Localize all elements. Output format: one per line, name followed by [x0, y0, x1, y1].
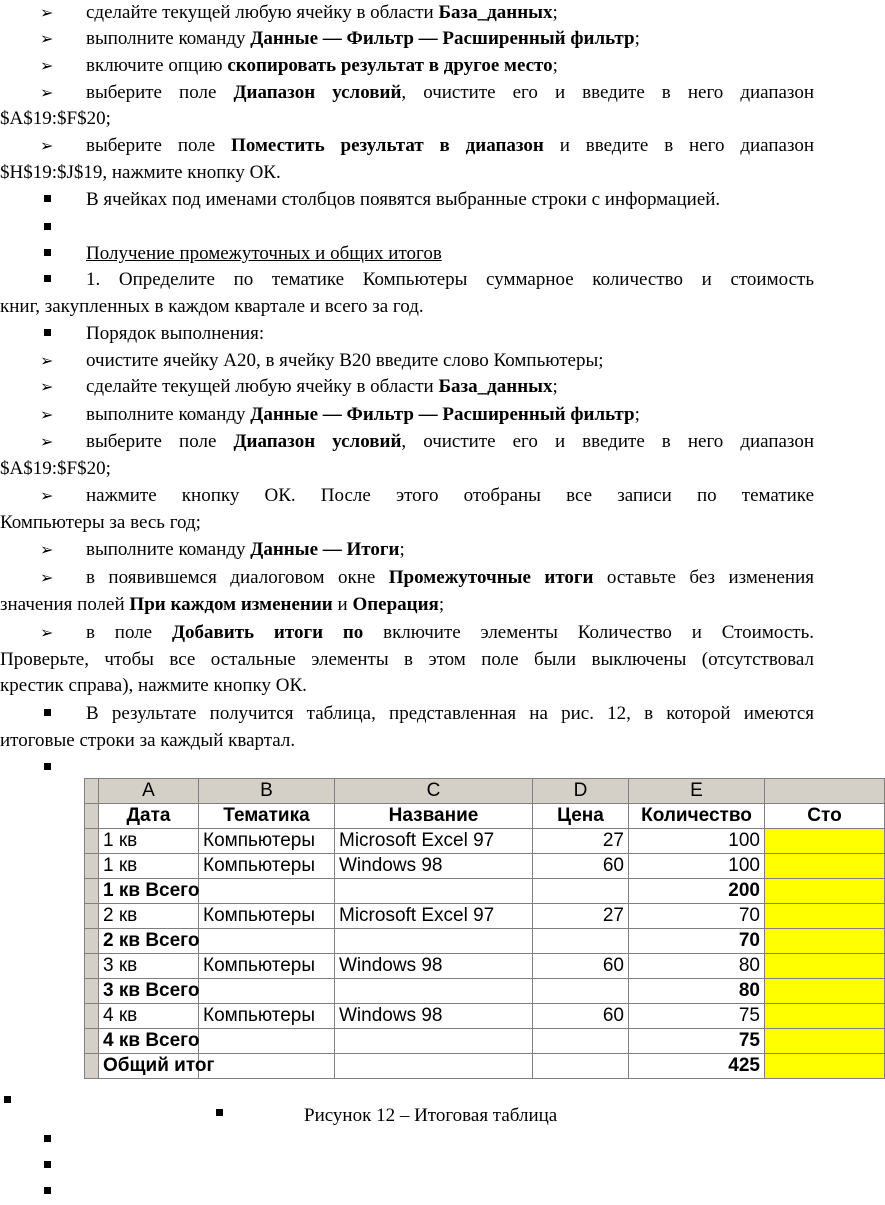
arrow-bullet-icon: ➢ — [40, 351, 54, 370]
data-cell[interactable] — [533, 979, 629, 1004]
data-cell[interactable]: 4 кв Всего — [99, 1029, 199, 1054]
arrow-bullet-icon: ➢ — [40, 568, 54, 587]
text-content — [0, 456, 814, 482]
spreadsheet-table — [84, 778, 885, 1079]
bullet-square — [44, 1135, 51, 1142]
data-cell[interactable]: Windows 98 — [335, 1004, 533, 1029]
highlight-cell[interactable] — [765, 854, 885, 879]
data-cell[interactable]: Компьютеры — [199, 1004, 335, 1029]
text-content — [86, 187, 814, 213]
highlight-cell[interactable] — [765, 979, 885, 1004]
table-row — [85, 929, 885, 954]
column-letter-header[interactable]: E — [629, 779, 765, 804]
data-cell[interactable] — [335, 879, 533, 904]
text-run: в появившемся диалоговом окне — [86, 567, 389, 588]
text-run: выполните команду — [86, 404, 251, 425]
table-row — [85, 854, 885, 879]
row-header[interactable] — [85, 879, 99, 904]
highlight-cell[interactable] — [765, 954, 885, 979]
text-run: , очистите его и введите в него диапазон — [401, 82, 814, 103]
square-bullet-icon — [44, 763, 51, 770]
text-run: В ячейках под именами столбцов появятся выбранные строки с информацией. — [86, 189, 721, 210]
highlight-cell[interactable] — [765, 1029, 885, 1054]
data-cell[interactable]: 60 — [533, 1004, 629, 1029]
text-run: Диапазон условий — [233, 431, 402, 452]
table-row — [85, 904, 885, 929]
text-run: В результате получится таблица, представленная на рис. 12, в которой имеются — [86, 703, 814, 724]
square-bullet-icon — [44, 195, 51, 202]
text-run: Промежуточные итоги — [388, 567, 594, 588]
text-run: При каждом изменении — [129, 594, 333, 615]
spreadsheet-figure — [84, 778, 842, 1100]
arrow-bullet-icon: ➢ — [40, 83, 54, 102]
arrow-bullet-icon: ➢ — [40, 540, 54, 559]
text-run: , очистите его и введите в него диапазон — [401, 431, 814, 452]
column-letter-header[interactable]: D — [533, 779, 629, 804]
text-run: нажмите кнопку ОК. После этого отобраны все записи по тематике — [86, 485, 814, 506]
text-content — [86, 241, 814, 267]
text-run: Операция — [352, 594, 439, 615]
row-header[interactable] — [85, 954, 99, 979]
data-cell[interactable]: 60 — [533, 954, 629, 979]
column-name-cell[interactable]: Тематика — [199, 804, 335, 829]
text-content — [86, 402, 814, 428]
text-run: оставьте без изменения — [593, 567, 814, 588]
row-header[interactable] — [85, 854, 99, 879]
data-cell[interactable]: 1 кв Всего — [99, 879, 199, 904]
text-run: в поле — [86, 622, 172, 643]
text-run: и — [332, 594, 353, 615]
row-header[interactable] — [85, 1054, 99, 1079]
data-cell[interactable]: Microsoft Excel 97 — [335, 829, 533, 854]
text-run: выполните команду — [86, 28, 251, 49]
data-cell[interactable] — [199, 979, 335, 1004]
data-cell[interactable]: 4 кв — [99, 1004, 199, 1029]
text-run: ; — [552, 2, 558, 23]
text-run: Данные — Итоги — [250, 539, 400, 560]
data-cell[interactable]: Компьютеры — [199, 904, 335, 929]
data-cell[interactable]: Компьютеры — [199, 854, 335, 879]
row-header[interactable] — [85, 904, 99, 929]
data-cell[interactable] — [199, 929, 335, 954]
arrow-bullet-icon: ➢ — [40, 29, 54, 48]
arrow-bullet-icon: ➢ — [40, 56, 54, 75]
data-cell[interactable] — [335, 1029, 533, 1054]
text-content — [86, 374, 814, 400]
text-run: включите опцию — [86, 55, 228, 76]
data-cell[interactable]: Общий итог — [99, 1054, 199, 1079]
data-cell[interactable]: 2 кв — [99, 904, 199, 929]
data-cell[interactable]: Компьютеры — [199, 829, 335, 854]
row-header[interactable] — [85, 829, 99, 854]
square-bullet-icon — [44, 249, 51, 256]
data-cell[interactable]: Windows 98 — [335, 954, 533, 979]
data-cell[interactable] — [533, 1054, 629, 1079]
text-content — [86, 267, 814, 293]
highlight-cell[interactable] — [765, 929, 885, 954]
text-content — [86, 0, 814, 26]
text-run: База_данных — [438, 376, 553, 397]
text-content — [86, 483, 814, 509]
text-run: выберите поле — [86, 431, 234, 452]
text-content — [0, 728, 814, 754]
text-run: Диапазон условий — [233, 82, 402, 103]
text-run: $A$19:$F$20; — [0, 458, 111, 479]
text-run: ; — [552, 376, 558, 397]
arrow-bullet-icon: ➢ — [40, 486, 54, 505]
text-content — [86, 133, 814, 159]
table-row — [85, 979, 885, 1004]
column-name-cell[interactable]: Дата — [99, 804, 199, 829]
text-content — [0, 673, 814, 699]
text-run: Компьютеры за весь год; — [0, 512, 201, 533]
text-run: Добавить итоги по — [171, 622, 364, 643]
data-cell[interactable] — [335, 1054, 533, 1079]
data-cell[interactable]: 3 кв Всего — [99, 979, 199, 1004]
text-content — [86, 701, 814, 727]
text-run: $A$19:$F$20; — [0, 108, 111, 129]
data-cell[interactable] — [533, 879, 629, 904]
row-header[interactable] — [85, 1029, 99, 1054]
data-cell[interactable]: 75 — [629, 1029, 765, 1054]
column-letter-row — [85, 779, 885, 804]
column-letter-header[interactable]: C — [335, 779, 533, 804]
text-run: выполните команду — [86, 539, 251, 560]
column-letter-header[interactable] — [765, 779, 885, 804]
text-content — [0, 647, 814, 673]
highlight-cell[interactable] — [765, 904, 885, 929]
table-row — [85, 1004, 885, 1029]
text-content — [86, 26, 814, 52]
data-cell[interactable]: Компьютеры — [199, 954, 335, 979]
figure-caption: Рисунок 12 – Итоговая таблица — [304, 1105, 558, 1126]
bullet-square — [216, 1109, 223, 1116]
text-run: Проверьте, чтобы все остальные элементы в этом поле были выключены (отсутствовал — [0, 649, 814, 670]
table-row — [85, 1029, 885, 1054]
table-row — [85, 954, 885, 979]
data-cell[interactable] — [199, 1029, 335, 1054]
text-content — [86, 565, 814, 591]
text-run: $H$19:$J$19, нажмите кнопку ОК. — [0, 162, 281, 183]
column-name-cell[interactable]: Количество — [629, 804, 765, 829]
column-name-cell[interactable]: Сто — [765, 804, 885, 829]
text-content — [0, 510, 814, 536]
square-bullet-icon — [44, 275, 51, 282]
text-run: Поместить результат в диапазон — [231, 135, 544, 156]
text-content — [0, 160, 814, 186]
text-run: крестик справа), нажмите кнопку ОК. — [0, 675, 307, 696]
text-run: Получение промежуточных и общих итогов — [86, 243, 442, 264]
bullet-square — [44, 1187, 51, 1194]
data-cell[interactable]: 70 — [629, 904, 765, 929]
text-run: включите элементы Количество и Стоимость. — [363, 622, 814, 643]
text-run: ; — [399, 539, 405, 560]
highlight-cell[interactable] — [765, 829, 885, 854]
data-cell[interactable]: 3 кв — [99, 954, 199, 979]
text-run: ; — [634, 404, 640, 425]
highlight-cell[interactable] — [765, 1004, 885, 1029]
text-run: База_данных — [438, 2, 553, 23]
text-content — [86, 348, 814, 374]
data-cell[interactable]: 2 кв Всего — [99, 929, 199, 954]
square-bullet-icon — [44, 709, 51, 716]
text-run: 1. Определите по тематике Компьютеры суммарное количество и стоимость — [86, 269, 814, 290]
row-header[interactable] — [85, 929, 99, 954]
text-content — [0, 294, 814, 320]
arrow-bullet-icon: ➢ — [40, 377, 54, 396]
data-cell[interactable] — [335, 929, 533, 954]
text-content — [86, 321, 814, 347]
corner-cell[interactable] — [85, 779, 99, 804]
data-cell[interactable] — [533, 1029, 629, 1054]
text-content — [86, 53, 814, 79]
text-run: сделайте текущей любую ячейку в области — [86, 2, 439, 23]
column-letter-header[interactable]: A — [99, 779, 199, 804]
data-cell[interactable] — [199, 1054, 335, 1079]
text-run: ; — [634, 28, 640, 49]
data-cell[interactable]: 80 — [629, 954, 765, 979]
data-cell[interactable]: 1 кв — [99, 854, 199, 879]
data-cell[interactable]: 100 — [629, 829, 765, 854]
text-content — [86, 620, 814, 646]
row-header[interactable] — [85, 979, 99, 1004]
text-content — [0, 592, 814, 618]
text-run: сделайте текущей любую ячейку в области — [86, 376, 439, 397]
text-run: Порядок выполнения: — [86, 323, 265, 344]
table-row — [85, 1054, 885, 1079]
data-cell[interactable]: 425 — [629, 1054, 765, 1079]
arrow-bullet-icon: ➢ — [40, 405, 54, 424]
column-name-cell[interactable]: Цена — [533, 804, 629, 829]
square-bullet-icon — [44, 223, 51, 230]
column-letter-header[interactable]: B — [199, 779, 335, 804]
row-header[interactable] — [85, 804, 99, 829]
bullet-square — [4, 1096, 11, 1103]
data-cell[interactable] — [533, 929, 629, 954]
column-names-row — [85, 804, 885, 829]
column-name-cell[interactable]: Название — [335, 804, 533, 829]
table-row — [85, 879, 885, 904]
arrow-bullet-icon: ➢ — [40, 136, 54, 155]
data-cell[interactable]: 200 — [629, 879, 765, 904]
text-run: значения полей — [0, 594, 130, 615]
arrow-bullet-icon: ➢ — [40, 623, 54, 642]
square-bullet-icon — [44, 329, 51, 336]
data-cell[interactable]: Windows 98 — [335, 854, 533, 879]
text-run: выберите поле — [86, 135, 232, 156]
data-cell[interactable] — [199, 879, 335, 904]
highlight-cell[interactable] — [765, 1054, 885, 1079]
data-cell[interactable]: 100 — [629, 854, 765, 879]
text-run: и введите в него диапазон — [543, 135, 815, 156]
arrow-bullet-icon: ➢ — [40, 3, 54, 22]
data-cell[interactable]: 27 — [533, 829, 629, 854]
data-cell[interactable]: 75 — [629, 1004, 765, 1029]
text-run: Данные — Фильтр — Расширенный фильтр — [250, 28, 635, 49]
data-cell[interactable]: 60 — [533, 854, 629, 879]
arrow-bullet-icon: ➢ — [40, 432, 54, 451]
data-cell[interactable] — [335, 979, 533, 1004]
text-content — [86, 537, 814, 563]
text-run: итоговые строки за каждый квартал. — [0, 730, 296, 751]
highlight-cell[interactable] — [765, 879, 885, 904]
data-cell[interactable]: 1 кв — [99, 829, 199, 854]
text-content — [86, 429, 814, 455]
row-header[interactable] — [85, 1004, 99, 1029]
data-cell[interactable]: 27 — [533, 904, 629, 929]
text-run: скопировать результат в другое место — [227, 55, 553, 76]
text-run: ; — [438, 594, 445, 615]
data-cell[interactable]: 70 — [629, 929, 765, 954]
text-run: книг, закупленных в каждом квартале и всего за год. — [0, 296, 424, 317]
text-run: ; — [552, 55, 558, 76]
text-content — [0, 106, 814, 132]
text-content — [86, 80, 814, 106]
data-cell[interactable]: Microsoft Excel 97 — [335, 904, 533, 929]
text-run: очистите ячейку A20, в ячейку B20 введите слово Компьютеры; — [86, 350, 604, 371]
text-run: Данные — Фильтр — Расширенный фильтр — [250, 404, 635, 425]
text-run: выберите поле — [86, 82, 234, 103]
table-row — [85, 829, 885, 854]
data-cell[interactable]: 80 — [629, 979, 765, 1004]
bullet-square — [44, 1161, 51, 1168]
